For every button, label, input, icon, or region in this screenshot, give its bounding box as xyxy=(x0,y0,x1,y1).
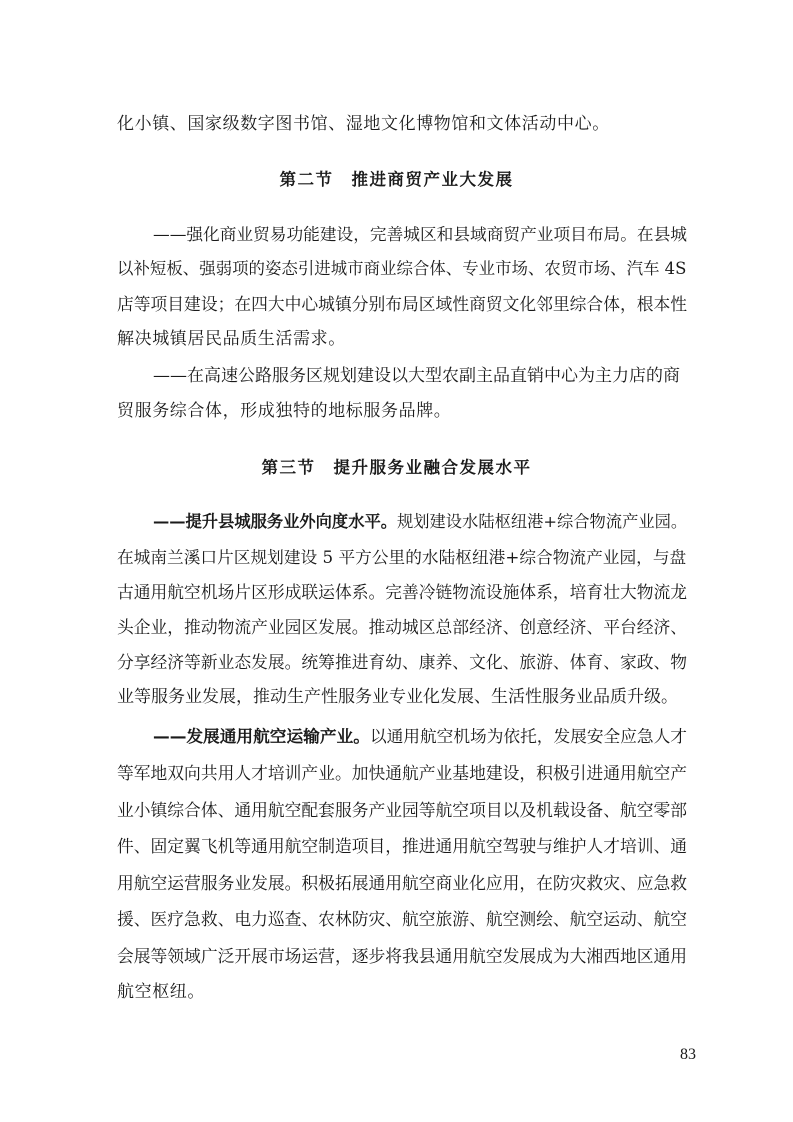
intro-line: 化小镇、国家级数字图书馆、湿地文化博物馆和文体活动中心。 xyxy=(117,114,610,134)
s3-p1-line-5: 分享经济等新业态发展。统筹推进育幼、康养、文化、旅游、体育、家政、物 xyxy=(117,652,688,672)
s2-p2-line-2: 贸服务综合体，形成独特的地标服务品牌。 xyxy=(117,401,452,421)
s3-p1-line-1 xyxy=(153,510,687,534)
s3-p2-line-1 xyxy=(153,724,687,748)
s3-p2-bold-lead: ——发展通用航空运输产业。 xyxy=(153,726,370,746)
s2-p1-line-3: 店等项目建设；在四大中心城镇分别布局区域性商贸文化邻里综合体，根本性 xyxy=(117,294,688,314)
s2-p1-line-2: 以补短板、强弱项的姿态引进城市商业综合体、专业市场、农贸市场、汽车 4S xyxy=(117,259,687,278)
page-number: 83 xyxy=(680,1046,696,1063)
s2-p2-line-1: ——在高速公路服务区规划建设以大型农副主品直销中心为主力店的商 xyxy=(153,366,680,386)
section-2-heading: 第二节 推进商贸产业大发展 xyxy=(279,170,514,189)
s3-p2-line-7: 会展等领域广泛开展市场运营，逐步将我县通用航空发展成为大湘西地区通用 xyxy=(117,946,688,966)
s3-p2-line-6: 援、医疗急救、电力巡查、农林防灾、航空旅游、航空测绘、航空运动、航空 xyxy=(117,909,688,929)
s2-p1-line-4: 解决城镇居民品质生活需求。 xyxy=(117,329,346,349)
s3-p1-line-4: 头企业，推动物流产业园区发展。推动城区总部经济、创意经济、平台经济、 xyxy=(117,617,688,637)
s3-p1-line-3: 古通用航空机场片区形成联运体系。完善冷链物流设施体系，培育壮大物流龙 xyxy=(117,582,688,602)
s3-p1-bold-lead: ——提升县城服务业外向度水平。 xyxy=(153,512,397,531)
s3-p2-line-4: 件、固定翼飞机等通用航空制造项目，推进通用航空驾驶与维护人才培训、通 xyxy=(117,836,688,856)
s3-p2-line-2: 等军地双向共用人才培训产业。加快通航产业基地建设，积极引进通用航空产 xyxy=(117,763,688,783)
section-3-heading: 第三节 提升服务业融合发展水平 xyxy=(261,458,532,477)
s3-p1-first-rest: 规划建设水陆枢纽港+综合物流产业园。 xyxy=(396,512,688,531)
s3-p2-line-3: 业小镇综合体、通用航空配套服务产业园等航空项目以及机载设备、航空零部 xyxy=(117,800,688,820)
s3-p1-line-2: 在城南兰溪口片区规划建设 5 平方公里的水陆枢纽港+综合物流产业园，与盘 xyxy=(117,547,687,567)
s2-p1-line-1: ——强化商业贸易功能建设，完善城区和县域商贸产业项目布局。在县城 xyxy=(153,224,687,244)
s3-p2-line-8: 航空枢纽。 xyxy=(117,982,205,1002)
s3-p2-first-rest: 以通用航空机场为依托，发展安全应急人才 xyxy=(369,726,687,746)
s3-p1-line-6: 业等服务业发展，推动生产性服务业专业化发展、生活性服务业品质升级。 xyxy=(117,687,678,707)
s3-p2-line-5: 用航空运营服务业发展。积极拓展通用航空商业化应用，在防灾救灾、应急救 xyxy=(117,873,688,893)
